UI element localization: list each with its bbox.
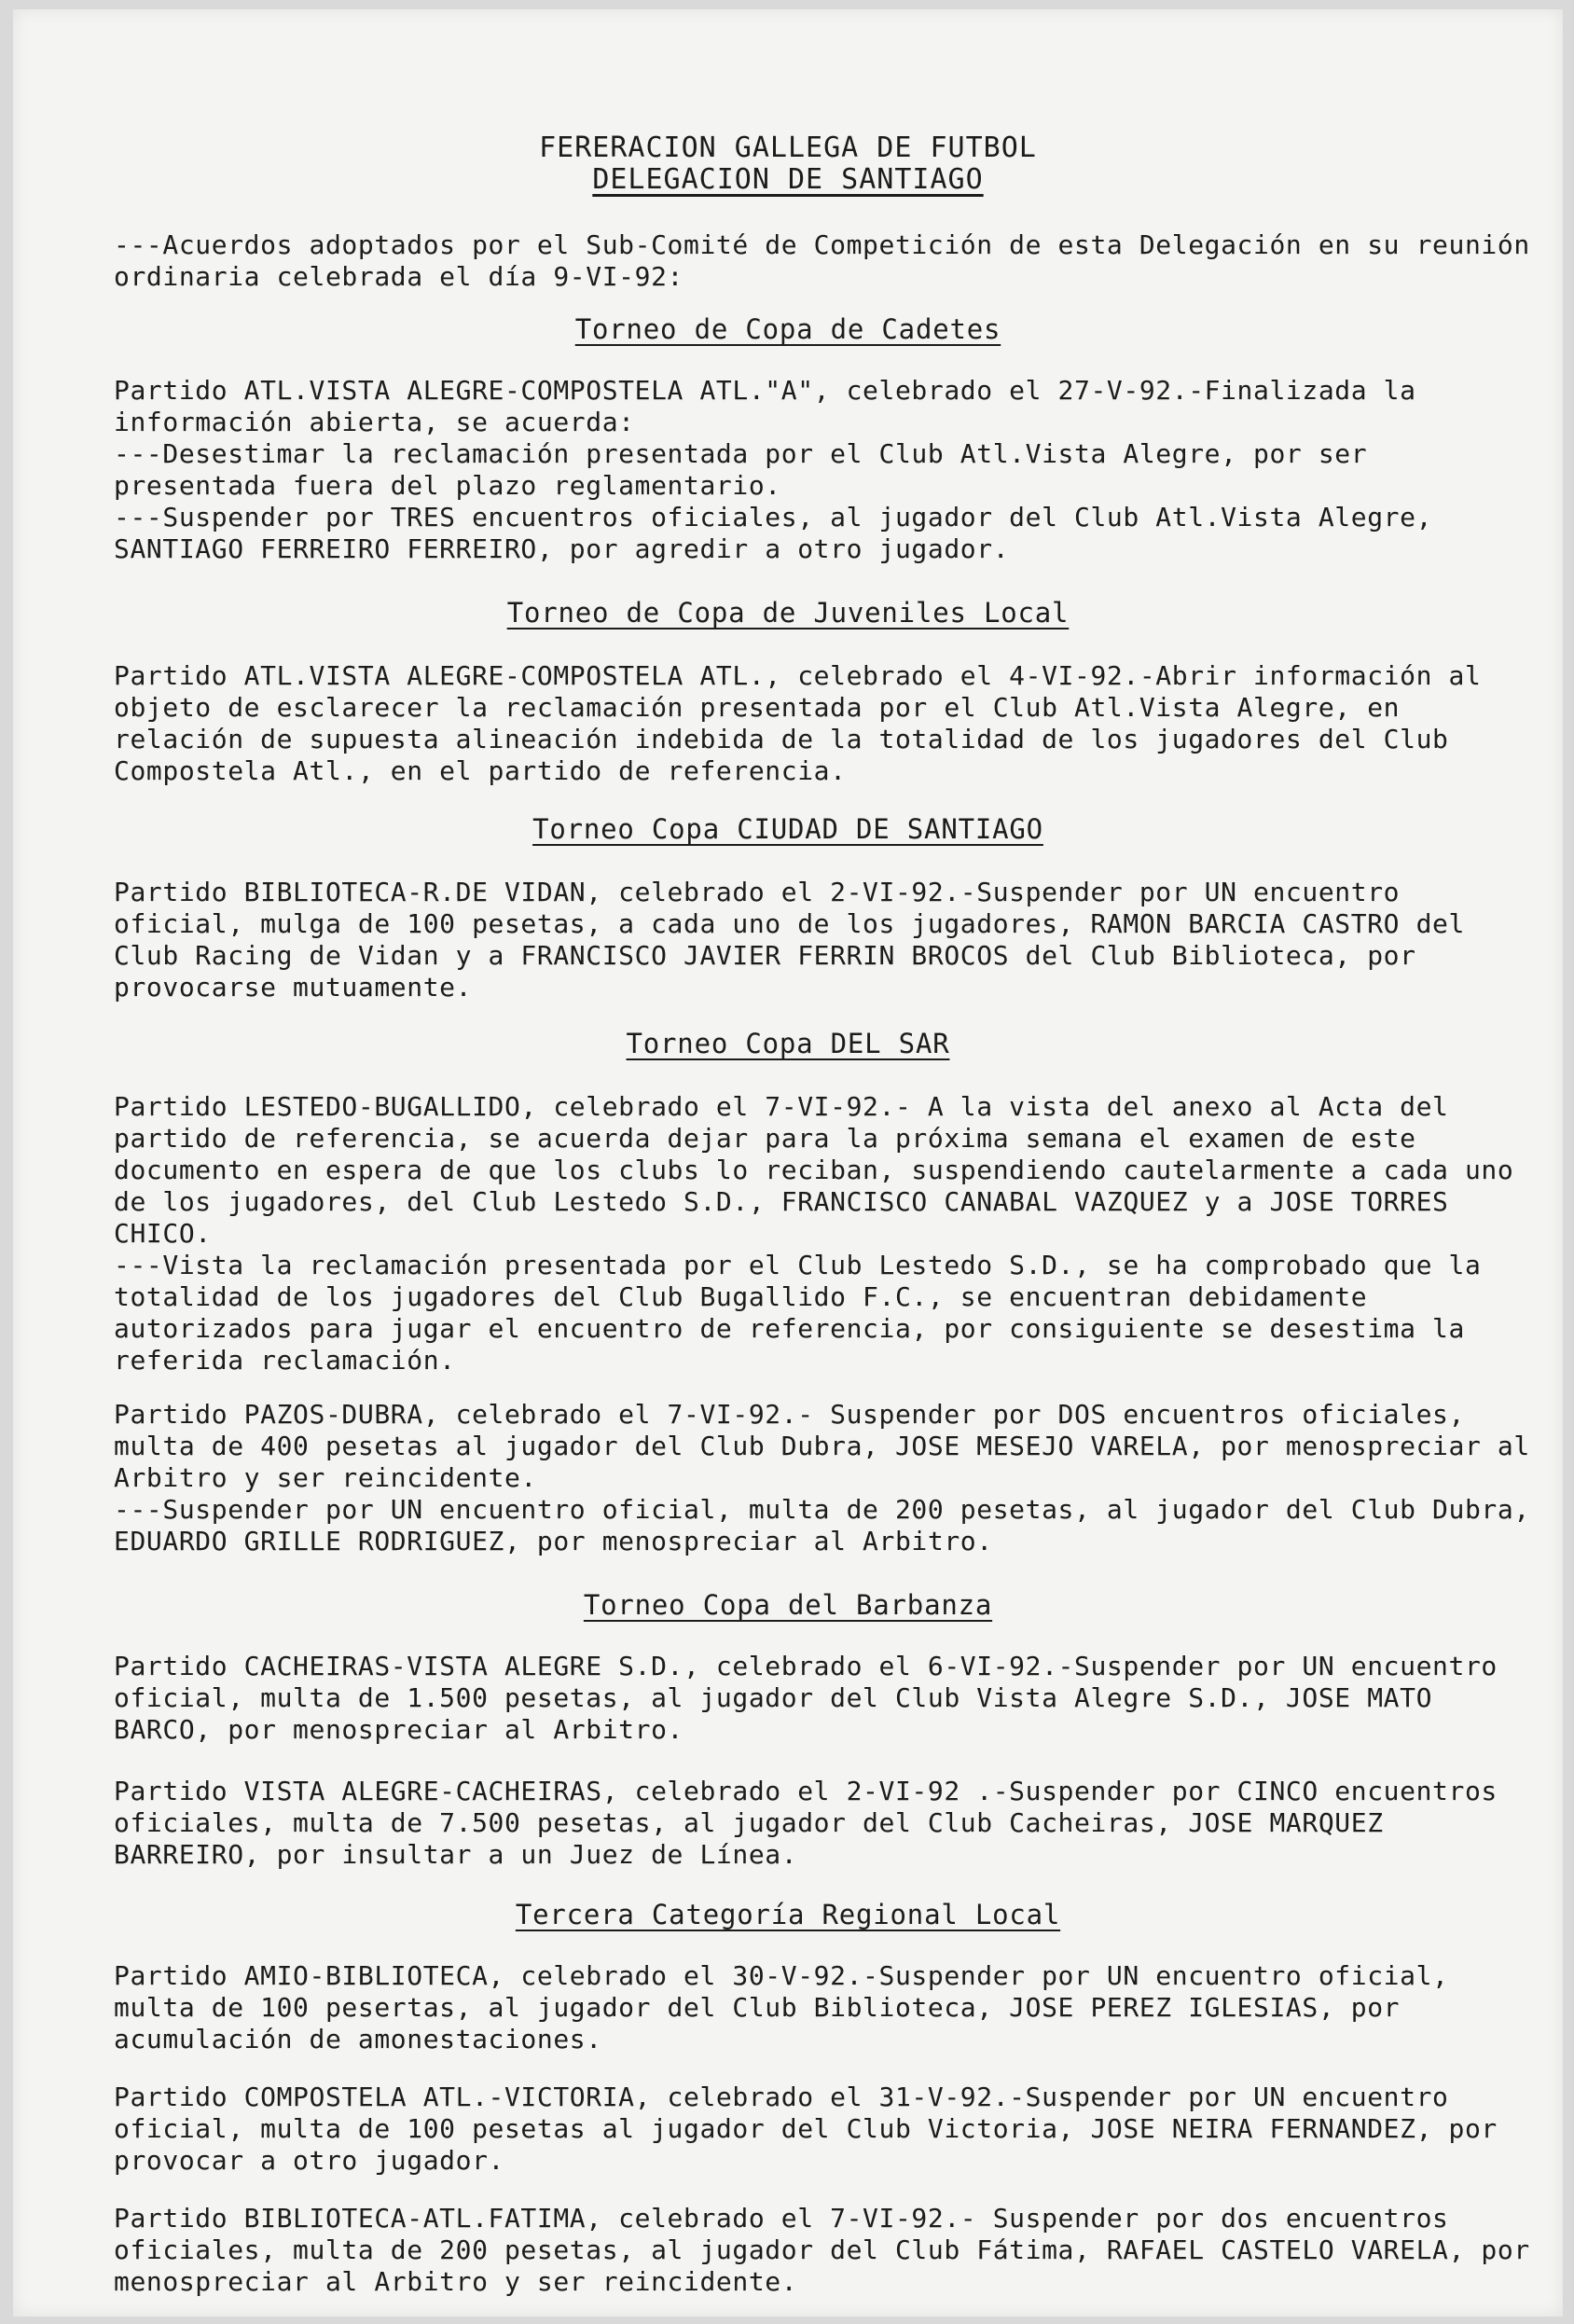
paragraph: Partido PAZOS-DUBRA, celebrado el 7-VI-92.- Suspender por DOS encuentros oficiales, multa de 400 pesetas al jugador del Club Dubra, JOSE MESEJO VARELA, por menospreciar al Arbitro y ser reincidente. xyxy=(114,1399,1530,1493)
document-page xyxy=(13,9,1563,2317)
section-body-barbanza-2 xyxy=(114,1776,1540,1871)
section-title-del-sar: Torneo Copa DEL SAR xyxy=(626,1028,950,1059)
paragraph: ---Suspender por UN encuentro oficial, multa de 200 pesetas, al jugador del Club Dubra, EDUARDO GRILLE RODRIGUEZ, por menospreciar al Arbitro. xyxy=(114,1494,1530,1556)
section-body-ciudad-de-santiago xyxy=(114,877,1540,1003)
paragraph: Partido BIBLIOTECA-R.DE VIDAN, celebrado el 2-VI-92.-Suspender por UN encuentro oficial, mulga de 100 pesetas, a cada uno de los jugadores, RAMON BARCIA CASTRO del Club Racing de Vidan y a FRANCISCO JAVIER FERRIN BROCOS del Club Biblioteca, por provocarse mutuamente. xyxy=(114,877,1465,1003)
section-body-juveniles xyxy=(114,660,1540,787)
paragraph: Partido CACHEIRAS-VISTA ALEGRE S.D., celebrado el 6-VI-92.-Suspender por UN encuentro oficial, multa de 1.500 pesetas, al jugador del Club Vista Alegre S.D., JOSE MATO BARCO, por menospreciar al Arbitro. xyxy=(114,1651,1498,1745)
intro-paragraph: ---Acuerdos adoptados por el Sub-Comité de Competición de esta Delegación en su reunión ordinaria celebrada el día 9-VI-92: xyxy=(114,229,1530,292)
section-body-del-sar-2 xyxy=(114,1399,1540,1557)
section-body-barbanza xyxy=(114,1651,1540,1746)
section-title-cadetes: Torneo de Copa de Cadetes xyxy=(574,313,1001,345)
paragraph: Partido AMIO-BIBLIOTECA, celebrado el 30-V-92.-Suspender por UN encuentro oficial, multa de 100 pesertas, al jugador del Club Biblioteca, JOSE PEREZ IGLESIAS, por acumulación de amonestaciones. xyxy=(114,1960,1449,2054)
section-body-del-sar xyxy=(114,1091,1540,1376)
paragraph: Partido BIBLIOTECA-ATL.FATIMA, celebrado el 7-VI-92.- Suspender por dos encuentros oficiales, multa de 200 pesetas, al jugador del Club Fátima, RAFAEL CASTELO VARELA, por menospreciar al Arbitro y ser reincidente. xyxy=(114,2203,1530,2297)
paragraph: Partido ATL.VISTA ALEGRE-COMPOSTELA ATL., celebrado el 4-VI-92.-Abrir información al objeto de esclarecer la reclamación presentada por el Club Atl.Vista Alegre, en relación de supuesta alineación indebida de la totalidad de los jugadores del Club Compostela Atl., en el partido de referencia. xyxy=(114,660,1482,786)
section-body-cadetes xyxy=(114,375,1540,565)
section-title-ciudad-de-santiago: Torneo Copa CIUDAD DE SANTIAGO xyxy=(532,813,1043,845)
paragraph: Partido VISTA ALEGRE-CACHEIRAS, celebrado el 2-VI-92 .-Suspender por CINCO encuentros oficiales, multa de 7.500 pesetas, al jugador del Club Cacheiras, JOSE MARQUEZ BARREIRO, por insultar a un Juez de Línea. xyxy=(114,1776,1498,1870)
section-title-barbanza: Torneo Copa del Barbanza xyxy=(583,1589,993,1621)
delegation-title: DELEGACION DE SANTIAGO xyxy=(592,163,984,196)
paragraph: ---Suspender por TRES encuentros oficiales, al jugador del Club Atl.Vista Alegre, SANTIAGO FERREIRO FERREIRO, por agredir a otro jugador. xyxy=(114,502,1433,564)
section-body-tercera-2 xyxy=(114,2082,1540,2177)
paragraph: Partido ATL.VISTA ALEGRE-COMPOSTELA ATL."A", celebrado el 27-V-92.-Finalizada la información abierta, se acuerda: xyxy=(114,375,1416,437)
paragraph: ---Desestimar la reclamación presentada por el Club Atl.Vista Alegre, por ser presentada fuera del plazo reglamentario. xyxy=(114,438,1368,501)
section-title-juveniles: Torneo de Copa de Juveniles Local xyxy=(506,597,1070,629)
paragraph: Partido COMPOSTELA ATL.-VICTORIA, celebrado el 31-V-92.-Suspender por UN encuentro oficial, multa de 100 pesetas al jugador del Club Victoria, JOSE NEIRA FERNANDEZ, por provocar a otro jugador. xyxy=(114,2082,1498,2176)
section-title-tercera-categoria: Tercera Categoría Regional Local xyxy=(515,1899,1061,1930)
paragraph: ---Vista la reclamación presentada por el Club Lestedo S.D., se ha comprobado que la totalidad de los jugadores del Club Bugallido F.C., se encuentran debidamente autorizados para jugar el encuentro de referencia, por consiguiente se desestima la referida reclamación. xyxy=(114,1250,1482,1376)
section-body-tercera-3 xyxy=(114,2203,1540,2298)
section-body-tercera-1 xyxy=(114,1960,1540,2055)
paragraph: Partido LESTEDO-BUGALLIDO, celebrado el 7-VI-92.- A la vista del anexo al Acta del partido de referencia, se acuerda dejar para la próxima semana el examen de este documento en espera de que los clubs lo reciban, suspendiendo cautelarmente a cada uno de los jugadores, del Club Lestedo S.D., FRANCISCO CANABAL VAZQUEZ y a JOSE TORRES CHICO. xyxy=(114,1091,1514,1249)
federation-title: FERERACION GALLEGA DE FUTBOL xyxy=(539,131,1037,164)
